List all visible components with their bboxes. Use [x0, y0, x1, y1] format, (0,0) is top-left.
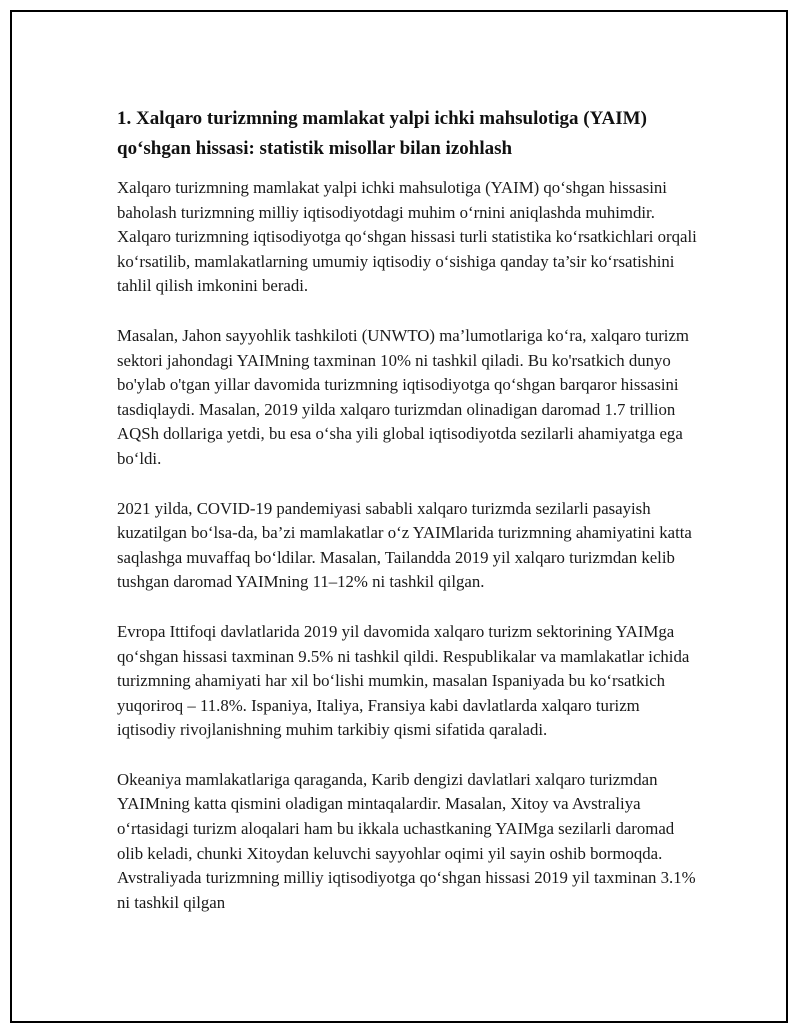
paragraph-oceania: Okeaniya mamlakatlariga qaraganda, Karib dengizi davlatlari xalqaro turizmdan YAIMning katta qismini oladigan mintaqalardir. Masalan, Xitoy va Avstraliya o‘rtasidagi turizm aloqalari ham bu ikkala uchastkaning YAIMga sezilarli daromad olib keladi, chunki Xitoydan keluvchi sayyohlar oqimi yil sayin oshib bormoqda. Avstraliyada turizmning milliy iqtisodiyotga qo‘shgan hissasi 2019 yil taxminan 3.1% ni tashkil qilgan	[117, 769, 696, 912]
paragraph-unwto: Masalan, Jahon sayyohlik tashkiloti (UNWTO) ma’lumotlariga ko‘ra, xalqaro turizm sektori jahondagi YAIMning taxminan 10% ni tashkil qiladi. Bu ko'rsatkich dunyo bo'ylab o'tgan yillar davomida turizmning iqtisodiyotga qo‘shgan barqaror hissasini tasdiqlaydi. Masalan, 2019 yilda xalqaro turizmdan olinadigan daromad 1.7 trillion AQSh dollariga yetdi, bu esa o‘sha yili global iqtisodiyotda sezilarli ahamiyatga ega bo‘ldi.	[117, 325, 689, 468]
document-page	[10, 10, 788, 1023]
paragraph-intro: Xalqaro turizmning mamlakat yalpi ichki mahsulotiga (YAIM) qo‘shgan hissasini baholash turizmning milliy iqtisodiyotdagi muhim o‘rnini aniqlashda muhimdir. Xalqaro turizmning iqtisodiyotga qo‘shgan hissasi turli statistika ko‘rsatkichlari orqali ko‘rsatilib, mamlakatlarning umumiy iqtisodiy o‘sishiga qanday ta’sir ko‘rsatishini tahlil qilish imkonini beradi.	[117, 178, 697, 296]
paragraph-covid: 2021 yilda, COVID-19 pandemiyasi sababli xalqaro turizmda sezilarli pasayish kuzatilgan bo‘lsa-da, ba’zi mamlakatlar o‘z YAIMlarida turizmning ahamiyatini katta saqlashga muvaffaq bo‘ldilar. Masalan, Tailandda 2019 yil xalqaro turizmdan kelib tushgan daromad YAIMning 11–12% ni tashkil qilgan.	[117, 498, 692, 592]
section-heading: 1. Xalqaro turizmning mamlakat yalpi ichki mahsulotiga (YAIM) qo‘shgan hissasi: statistik misollar bilan izohlash	[117, 108, 647, 159]
paragraph-eu: Evropa Ittifoqi davlatlarida 2019 yil davomida xalqaro turizm sektorining YAIMga qo‘shgan hissasi taxminan 9.5% ni tashkil qildi. Respublikalar va mamlakatlar ichida turizmning ahamiyati har xil bo‘lishi mumkin, masalan Ispaniyada bu ko‘rsatkich yuqoriroq – 11.8%. Ispaniya, Italiya, Fransiya kabi davlatlarda xalqaro turizm iqtisodiy rivojlanishning muhim tarkibiy qismi sifatida qaraladi.	[117, 621, 690, 740]
document-body	[117, 104, 697, 940]
